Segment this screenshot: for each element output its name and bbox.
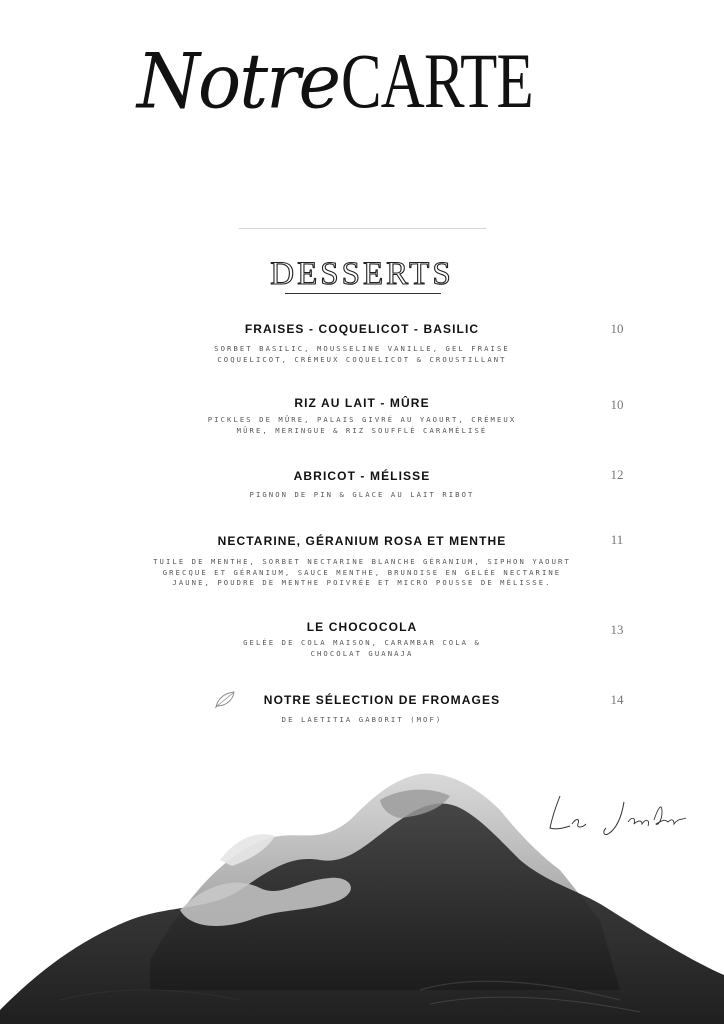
item-name: ABRICOT - MÉLISSE <box>293 469 431 483</box>
item-price: 13 <box>610 622 624 637</box>
section-underline <box>285 293 441 294</box>
item-name: NECTARINE, GÉRANIUM ROSA ET MENTHE <box>217 534 507 548</box>
item-price: 14 <box>610 692 624 707</box>
section-title: DESSERTS <box>270 256 454 292</box>
item-description: PICKLES DE MÛRE, PALAIS GIVRÉ AU YAOURT, CRÉMEUX MÛRE, MERINGUE & RIZ SOUFFLÉ CARAMÉLISÉ <box>207 415 517 435</box>
item-description: TUILE DE MENTHE, SORBET NECTARINE BLANCHE GÉRANIUM, SIPHON YAOURT GRECQUE ET GÉRANIUM, SAUCE MENTHE, BRUNOISE EN GELÉE NECTARINE JAUNE, POUDRE DE MENTHE POIVRÉE ET MICRO POUSSE DE MÉLISSE. <box>153 557 571 587</box>
item-price: 10 <box>610 397 624 412</box>
item-description: SORBET BASILIC, MOUSSELINE VANILLE, GEL FRAISE COQUELICOT, CRÉMEUX COQUELICOT & CROUSTILLANT <box>214 344 510 364</box>
item-description: GELÉE DE COLA MAISON, CARAMBAR COLA & CHOCOLAT GUANAJA <box>243 638 481 658</box>
item-description: DE LAETITIA GABORIT (MOF) <box>281 715 443 724</box>
item-price: 10 <box>610 321 624 336</box>
title-script: Notre <box>136 36 340 126</box>
title-caps: CARTE <box>341 37 534 124</box>
item-description: PIGNON DE PIN & GLACE AU LAIT RIBOT <box>249 490 475 499</box>
item-price: 11 <box>610 532 624 547</box>
item-name: NOTRE SÉLECTION DE FROMAGES <box>263 693 501 707</box>
divider-line <box>239 228 486 229</box>
item-name: LE CHOCOCOLA <box>306 620 418 634</box>
item-name: FRAISES - COQUELICOT - BASILIC <box>244 322 480 336</box>
ink-landscape-illustration <box>0 760 724 1024</box>
item-price: 12 <box>610 467 624 482</box>
menu-title <box>0 36 724 136</box>
item-name: RIZ AU LAIT - MÛRE <box>294 396 430 410</box>
